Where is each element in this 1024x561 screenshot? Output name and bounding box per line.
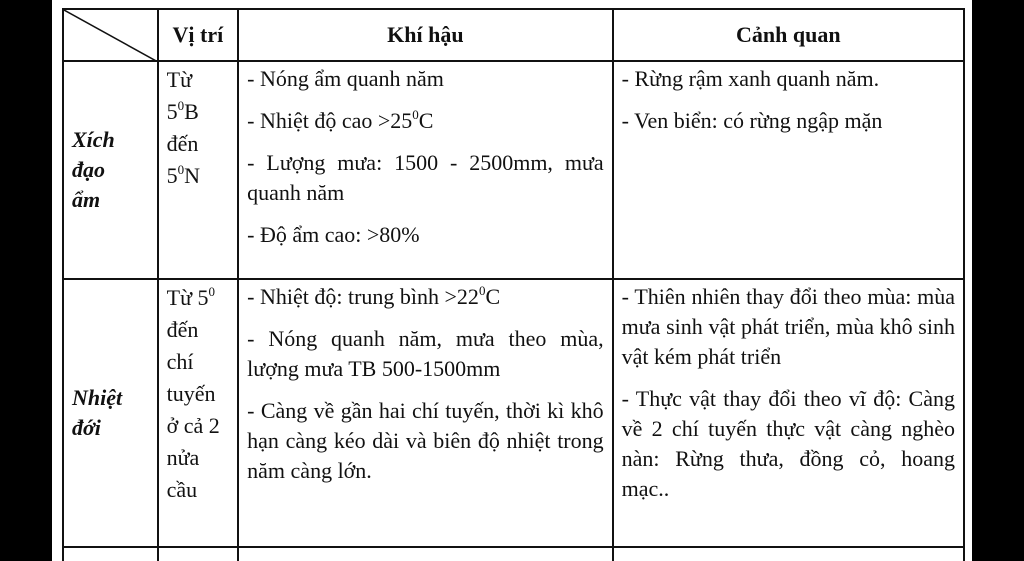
zone-label: Nhiệt đới — [63, 279, 158, 547]
landscape-cell: - Rừng rậm xanh quanh năm. - Ven biển: có rừng ngập mặn — [613, 61, 964, 279]
table-row — [63, 61, 964, 279]
header-position: Vị trí — [158, 9, 239, 61]
document-page — [52, 0, 972, 561]
diagonal-corner-cell — [63, 9, 158, 61]
header-landscape: Cảnh quan — [613, 9, 964, 61]
landscape-cell: - Thiên nhiên thay đổi theo mùa: mùa mưa sinh vật phát triển, mùa khô sinh vật kém phát triển - Thực vật thay đổi theo vĩ độ: Càng về 2 chí tuyến thực vật càng nghèo nàn: Rừng thưa, đồng cỏ, hoang mạc.. — [613, 279, 964, 547]
header-climate: Khí hậu — [238, 9, 612, 61]
climate-cell: - Nóng ẩm quanh năm - Nhiệt độ cao $>25^0C$ - Lượng mưa: 1500 - 2500mm, mưa quanh năm - Độ ẩm cao: >80% — [238, 61, 612, 279]
position-cell: Từ $5^0B$ đến $5^0N$ — [158, 61, 239, 279]
table-row-cut-off — [63, 547, 964, 561]
climate-zone-table — [62, 8, 965, 561]
header-row — [63, 9, 964, 61]
position-cell: Từ $5^0$ đến chí tuyến ở cả 2 nửa cầu — [158, 279, 239, 547]
climate-cell: - Nhiệt độ: trung bình $>22^0C$ - Nóng quanh năm, mưa theo mùa, lượng mưa TB 500-1500mm - Càng về gần hai chí tuyến, thời kì khô hạn càng kéo dài và biên độ nhiệt trong năm càng lớn. — [238, 279, 612, 547]
zone-label: Xích đạo ẩm — [63, 61, 158, 279]
diagonal-line — [64, 10, 158, 62]
table-row — [63, 279, 964, 547]
